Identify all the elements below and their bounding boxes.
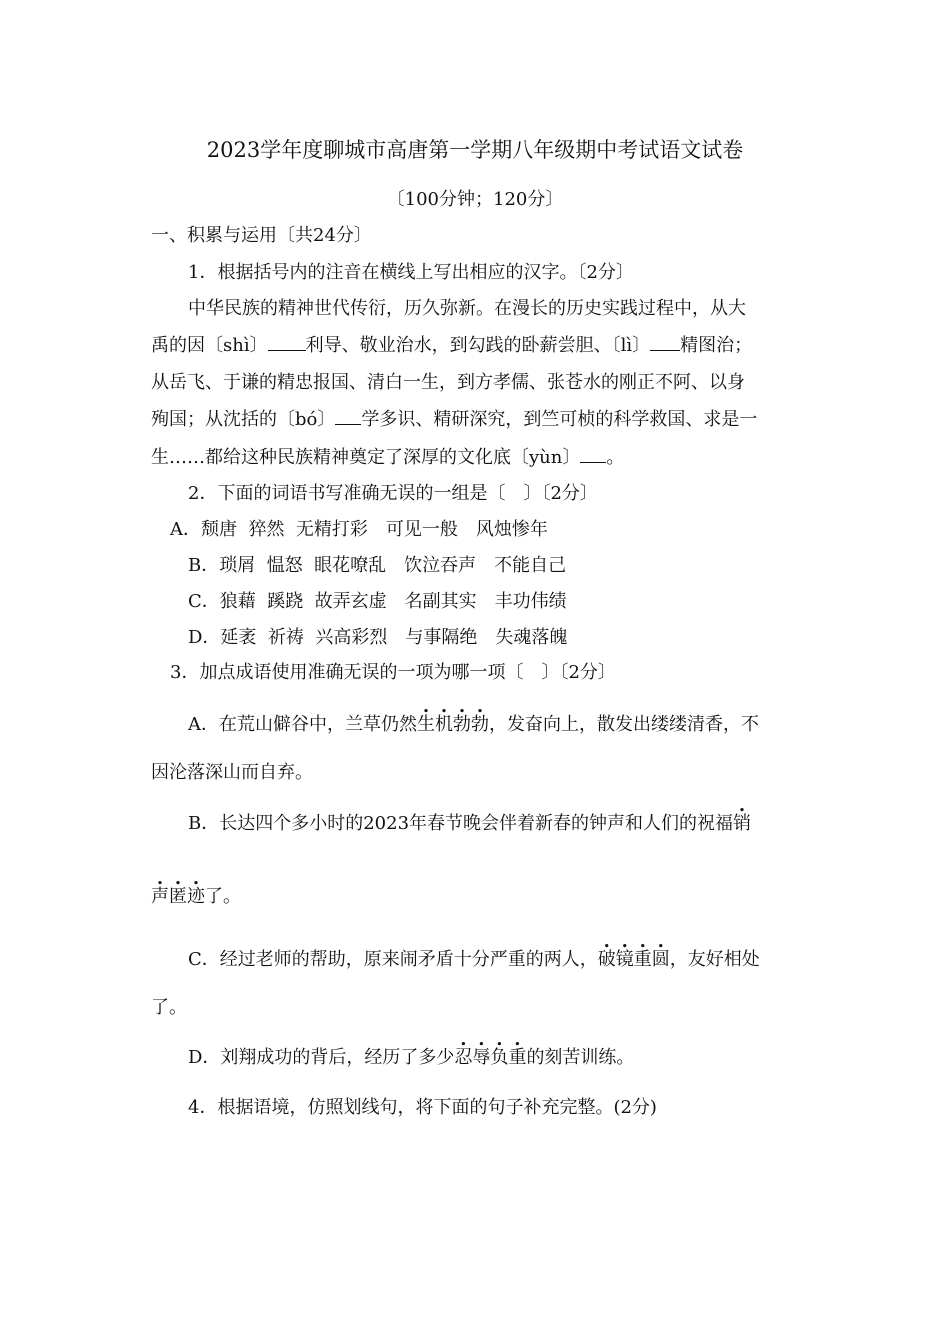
dotted-idiom bbox=[417, 714, 489, 735]
option-text: D．刘翔成功的背后，经历了多少 bbox=[188, 1047, 455, 1068]
question-1-passage-line: 中华民族的精神世代传衍，历久弥新。在漫长的历史实践过程中，从大 bbox=[188, 298, 746, 319]
question-3-stem: 3．加点成语使用准确无误的一项为哪一项〔 〕〔2分〕 bbox=[170, 662, 616, 683]
question-3-option-a bbox=[188, 713, 759, 737]
idiom-text bbox=[598, 949, 670, 970]
idiom-text bbox=[733, 813, 751, 834]
option-text: A．在荒山僻谷中，兰草仍然 bbox=[188, 714, 417, 735]
question-2-option-b: B．琐屑 愠怒 眼花嘹乱 饮泣吞声 不能自己 bbox=[188, 555, 567, 576]
dotted-idiom bbox=[598, 949, 670, 970]
dotted-idiom bbox=[733, 813, 751, 834]
emphasis-char: 迹 bbox=[187, 886, 205, 907]
question-1-passage-line bbox=[151, 408, 757, 432]
question-3-option-c bbox=[188, 948, 760, 972]
answer-blank[interactable] bbox=[650, 334, 680, 351]
emphasis-char: 声 bbox=[151, 886, 169, 907]
passage-text: 。 bbox=[606, 447, 625, 468]
emphasis-char: 镜 bbox=[615, 949, 634, 970]
emphasis-char: 销 bbox=[733, 813, 752, 834]
answer-blank[interactable] bbox=[335, 408, 361, 425]
dotted-idiom bbox=[151, 886, 205, 907]
idiom-text bbox=[151, 886, 205, 907]
option-text: ，发奋向上，散发出缕缕清香，不 bbox=[489, 714, 759, 735]
idiom-text bbox=[454, 1047, 526, 1068]
emphasis-char: 生 bbox=[417, 714, 435, 735]
question-3-option-c-cont: 了。 bbox=[151, 997, 187, 1018]
emphasis-char: 勃 bbox=[453, 714, 471, 735]
emphasis-char: 负 bbox=[490, 1047, 509, 1068]
emphasis-char: 忍 bbox=[454, 1047, 473, 1068]
question-2-option-a: A．颓唐 猝然 无精打彩 可见一般 风烛惨年 bbox=[170, 519, 548, 540]
question-1-passage-line bbox=[151, 334, 752, 358]
question-2-option-d: D．延袤 祈祷 兴高彩烈 与事隔绝 失魂落魄 bbox=[188, 627, 568, 648]
emphasis-char: 勃 bbox=[471, 714, 489, 735]
emphasis-char: 机 bbox=[435, 714, 453, 735]
passage-text: 学多识、精研深究，到竺可桢的科学救国、求是一 bbox=[361, 409, 758, 430]
emphasis-char: 重 bbox=[633, 949, 652, 970]
option-text: ，友好相处 bbox=[669, 949, 760, 970]
page-title: 2023学年度聊城市高唐第一学期八年级期中考试语文试卷 bbox=[206, 138, 744, 162]
emphasis-char: 匿 bbox=[169, 886, 187, 907]
question-2-stem: 2．下面的词语书写准确无误的一组是〔 〕〔2分〕 bbox=[188, 483, 598, 504]
passage-text: 生……都给这种民族精神奠定了深厚的文化底〔yùn〕 bbox=[151, 447, 581, 468]
idiom-text bbox=[417, 714, 489, 735]
question-1-passage-line: 从岳飞、于谦的精忠报国、清白一生，到方孝儒、张苍水的刚正不阿、以身 bbox=[151, 372, 745, 393]
emphasis-char: 辱 bbox=[472, 1047, 491, 1068]
option-text: C．经过老师的帮助，原来闹矛盾十分严重的两人， bbox=[188, 949, 598, 970]
question-3-option-b bbox=[188, 812, 751, 836]
passage-text: 利导、敬业治水，到勾践的卧薪尝胆、〔lì〕 bbox=[305, 335, 651, 356]
passage-text: 殉国；从沈括的〔bó〕 bbox=[151, 409, 336, 430]
dotted-idiom bbox=[454, 1047, 526, 1068]
question-1-passage-line bbox=[151, 446, 624, 470]
question-3-option-a-cont: 因沦落深山而自弃。 bbox=[151, 762, 313, 783]
question-3-option-b-cont bbox=[151, 885, 241, 909]
option-text: 了。 bbox=[205, 886, 241, 907]
question-1-stem: 1．根据括号内的注音在横线上写出相应的汉字。〔2分〕 bbox=[188, 262, 634, 283]
question-4-stem: 4．根据语境，仿照划线句，将下面的句子补充完整。(2分) bbox=[188, 1097, 657, 1118]
passage-text: 禹的因〔shì〕 bbox=[151, 335, 268, 356]
section-heading: 一、积累与运用〔共24分〕 bbox=[151, 225, 372, 246]
answer-blank[interactable] bbox=[268, 334, 306, 351]
emphasis-char: 破 bbox=[597, 949, 616, 970]
question-2-option-c: C．狼藉 蹊跷 故弄玄虚 名副其实 丰功伟绩 bbox=[188, 591, 567, 612]
emphasis-char: 重 bbox=[508, 1047, 527, 1068]
emphasis-char: 圆 bbox=[651, 949, 670, 970]
question-3-option-d bbox=[188, 1046, 634, 1070]
passage-text: 精图治； bbox=[680, 335, 753, 356]
option-text: B．长达四个多小时的2023年春节晚会伴着新春的钟声和人们的祝福 bbox=[188, 813, 734, 834]
answer-blank[interactable] bbox=[580, 446, 606, 463]
option-text: 的刻苦训练。 bbox=[526, 1047, 635, 1068]
page-subtitle: 〔100分钟；120分〕 bbox=[386, 189, 564, 210]
